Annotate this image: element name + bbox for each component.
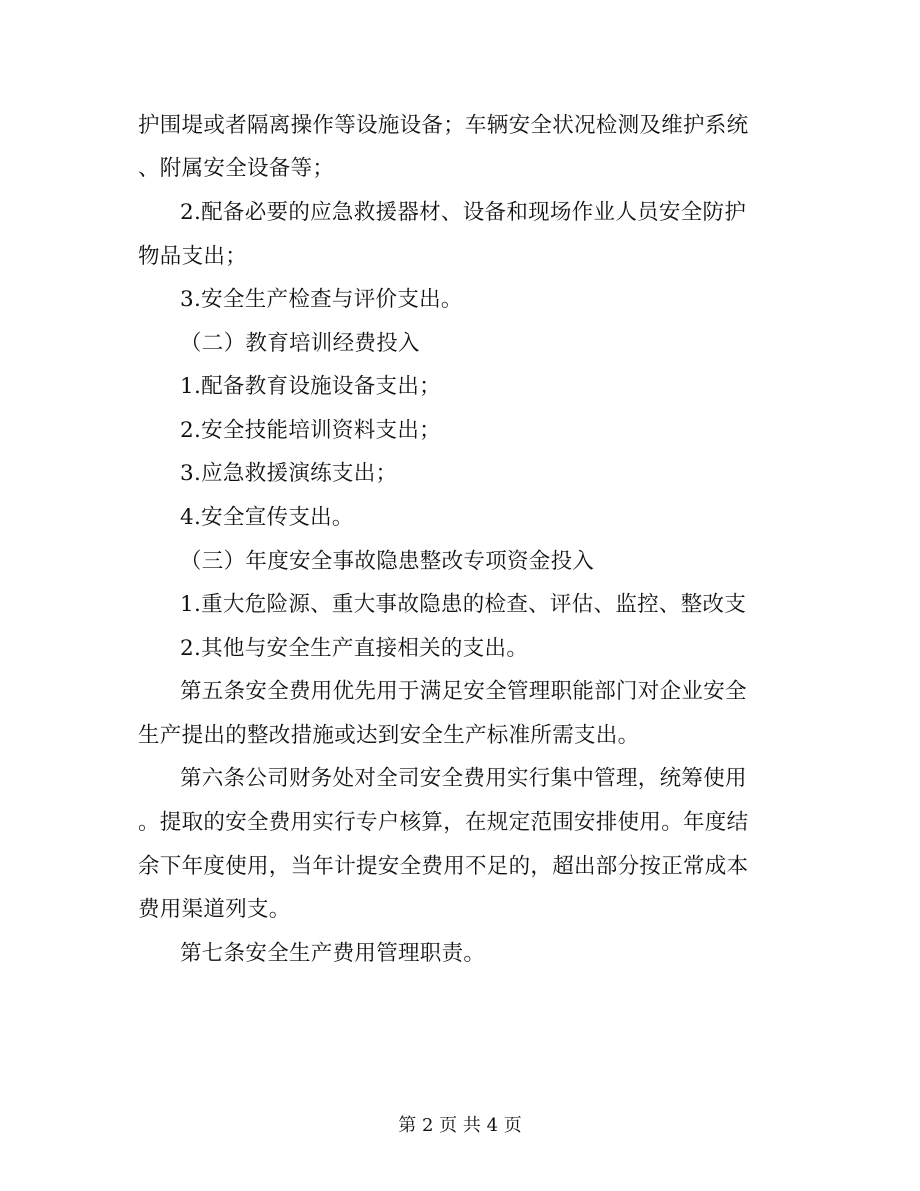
text-line: 生产提出的整改措施或达到安全生产标准所需支出。 (138, 723, 640, 748)
text-line: 余下年度使用，当年计提安全费用不足的，超出部分按正常成本 (138, 854, 749, 879)
text-line: 物品支出； (138, 244, 248, 269)
text-line: 1.重大危险源、重大事故隐患的检查、评估、监控、整改支 (180, 592, 747, 617)
text-line: 3.安全生产检查与评价支出。 (180, 287, 463, 312)
text-line: 第七条安全生产费用管理职责。 (180, 941, 486, 966)
text-line: 3.应急救援演练支出； (180, 461, 398, 486)
section-heading: （三）年度安全事故隐患整改专项资金投入 (180, 549, 595, 574)
text-line: 2.其他与安全生产直接相关的支出。 (180, 636, 529, 661)
text-line: 护围堤或者隔离操作等设施设备；车辆安全状况检测及维护系统 (138, 113, 749, 138)
text-line: 第六条公司财务处对全司安全费用实行集中管理，统筹使用 (180, 766, 747, 791)
page-number-footer: 第 2 页 共 4 页 (398, 1115, 522, 1136)
section-heading: （二）教育培训经费投入 (180, 331, 420, 356)
text-line: 第五条安全费用优先用于满足安全管理职能部门对企业安全 (180, 679, 747, 704)
text-line: 。提取的安全费用实行专户核算，在规定范围安排使用。年度结 (138, 810, 749, 835)
text-line: 4.安全宣传支出。 (180, 505, 354, 530)
text-line: 1.配备教育设施设备支出； (180, 374, 441, 399)
text-line: 2.配备必要的应急救援器材、设备和现场作业人员安全防护 (180, 200, 747, 225)
text-line: 、附属安全设备等； (138, 156, 335, 181)
text-line: 费用渠道列支。 (138, 897, 291, 922)
text-line: 2.安全技能培训资料支出； (180, 418, 441, 443)
